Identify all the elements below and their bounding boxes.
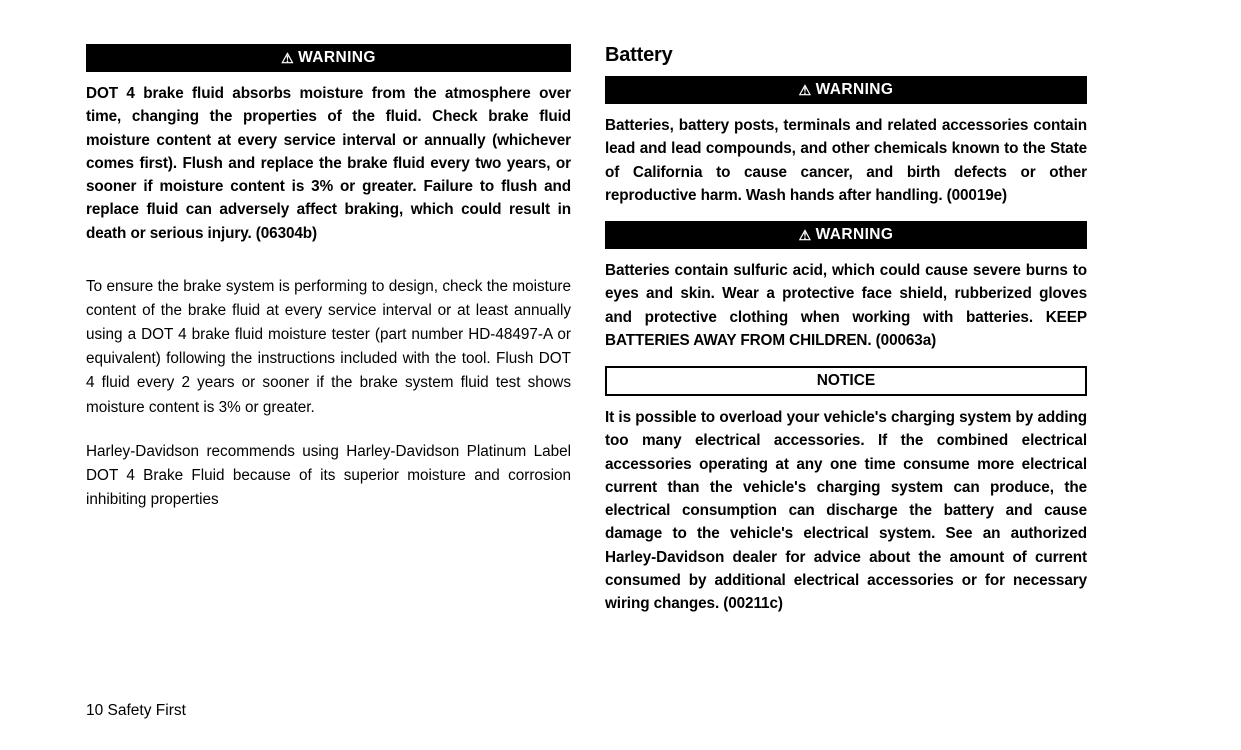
- right-column: [605, 44, 1087, 615]
- warning-banner-label: WARNING: [298, 49, 376, 66]
- notice-banner-charging-system: [605, 366, 1087, 396]
- warning-text-battery-lead: Batteries, battery posts, terminals and related accessories contain lead and lead compounds, and other chemicals known to the State of California to cause cancer, and birth defects or other reproductive harm. Wash hands after handling. (00019e): [605, 117, 1087, 204]
- left-column: [86, 44, 571, 615]
- notice-text-charging-system: It is possible to overload your vehicle's charging system by adding too many electrical accessories. If the combined electrical accessories operating at any one time consume more electrical current than the vehicle's charging system can produce, the electrical consumption can discharge the battery and cause damage to the vehicle's electrical system. See an authorized Harley-Davidson dealer for advice about the amount of current consumed by additional electrical accessories or for necessary wiring changes. (00211c): [605, 409, 1087, 613]
- warning-banner-label: WARNING: [815, 226, 894, 244]
- page-title: Battery: [605, 44, 673, 66]
- warning-text-brake-fluid: DOT 4 brake fluid absorbs moisture from the atmosphere over time, changing the properties of the fluid. Check brake fluid moisture content at every service interval or annually (whichever comes first). Flush and replace the brake fluid every two years, or sooner if moisture content is 3% or greater. Failure to flush and replace fluid can adversely affect braking, which could result in death or serious injury. (06304b): [86, 85, 571, 242]
- warning-banner-battery-lead: [605, 76, 1087, 104]
- warning-banner-label: WARNING: [815, 81, 894, 98]
- warning-text-battery-acid: Batteries contain sulfuric acid, which could cause severe burns to eyes and skin. Wear a protective face shield, rubberized gloves and protective clothing when working with batteries. KEEP BATTERIES AWAY FROM CHILDREN. (00063a): [605, 262, 1087, 349]
- warning-banner-battery-acid: [605, 221, 1087, 249]
- page-footer: 10 Safety First: [86, 702, 186, 719]
- warning-banner-brake-fluid: [86, 44, 571, 72]
- warning-triangle-icon: ⚠: [798, 227, 812, 244]
- brake-fluid-paragraph-2: Harley-Davidson recommends using Harley-Davidson Platinum Label DOT 4 Brake Fluid because of its superior moisture and corrosion inhibiting properties: [86, 442, 571, 509]
- warning-triangle-icon: ⚠: [798, 82, 812, 98]
- brake-fluid-paragraph-1: To ensure the brake system is performing to design, check the moisture content of the brake fluid at every service interval or at least annually using a DOT 4 brake fluid moisture tester (part number HD-48497-A or equivalent) following the instructions included with the tool. Flush DOT 4 fluid every 2 years or sooner if the brake system fluid test shows moisture content is 3% or greater.: [86, 277, 571, 416]
- notice-banner-label: NOTICE: [816, 372, 876, 390]
- warning-triangle-icon: ⚠: [281, 50, 295, 66]
